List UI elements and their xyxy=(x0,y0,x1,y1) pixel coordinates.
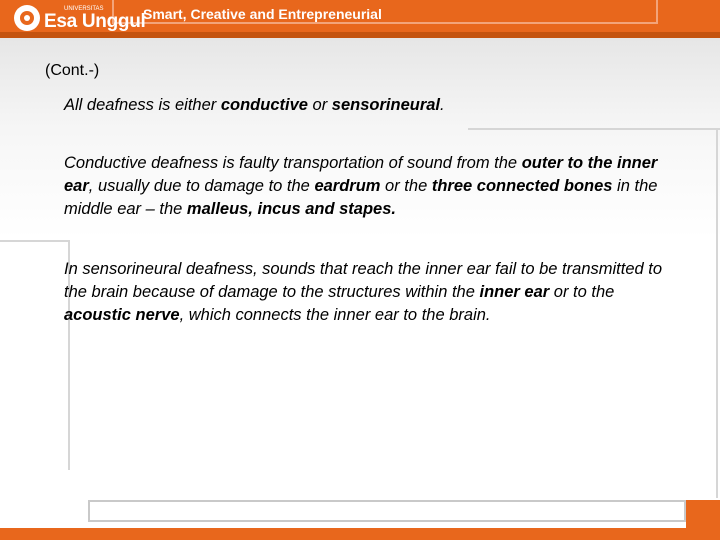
paragraph-2-emphasis: outer to the inner ear xyxy=(64,154,658,195)
tagline: Smart, Creative and Entrepreneurial xyxy=(143,6,382,22)
paragraph-2-text: or the xyxy=(380,177,432,195)
paragraph-2-text: in the middle ear – the xyxy=(64,177,658,218)
logo-small-text: UNIVERSITAS xyxy=(64,5,104,12)
paragraph-2-emphasis: malleus, incus and stapes. xyxy=(186,200,396,218)
paragraph-3-emphasis: inner ear xyxy=(479,283,550,301)
paragraph-3-text: , which connects the inner ear to the brain. xyxy=(179,306,491,324)
footer-orange-bar xyxy=(0,528,720,540)
paragraph-1-emphasis: sensorineural xyxy=(331,96,441,114)
slide-subtitle: (Cont.-) xyxy=(45,62,100,79)
paragraph-1-emphasis: conductive xyxy=(220,96,308,114)
paragraph-2-text: Conductive deafness is faulty transportation of sound from the xyxy=(64,154,522,172)
paragraph-3 xyxy=(64,258,664,327)
footer-frame xyxy=(88,500,686,522)
paragraph-1-text: or xyxy=(307,96,332,114)
footer-corner-block xyxy=(686,500,720,540)
paragraph-2 xyxy=(64,152,664,221)
paragraph-1-text: All deafness is either xyxy=(64,96,221,114)
paragraph-3-emphasis: acoustic nerve xyxy=(64,306,180,324)
paragraph-2-emphasis: three connected bones xyxy=(431,177,613,195)
paragraph-2-text: , usually due to damage to the xyxy=(88,177,315,195)
paragraph-1-text: . xyxy=(440,96,445,114)
paragraph-3-text: or to the xyxy=(549,283,615,301)
paragraph-3-text: In sensorineural deafness, sounds that reach the inner ear fail to be transmitted to the brain because of damage to the structures within the xyxy=(64,260,663,301)
logo-name: Esa Unggul xyxy=(44,10,146,32)
paragraph-2-emphasis: eardrum xyxy=(314,177,381,195)
paragraph-1 xyxy=(64,94,664,117)
